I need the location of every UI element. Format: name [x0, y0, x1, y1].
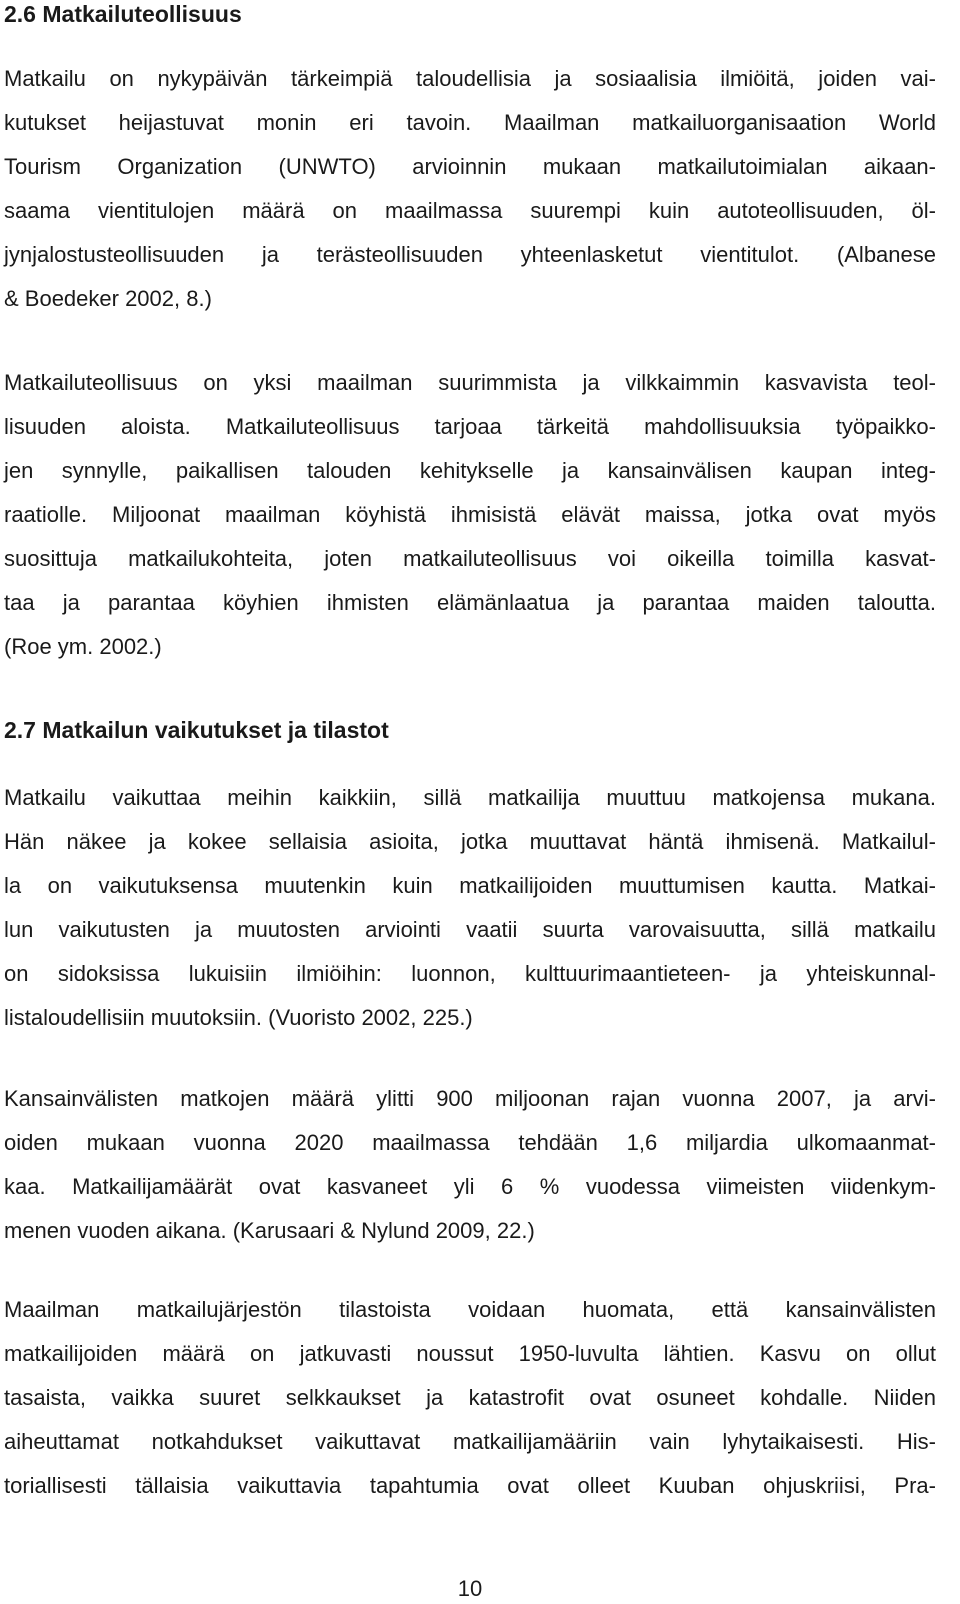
text-line: taa ja parantaa köyhien ihmisten elämänlaatua ja parantaa maiden taloutta. — [4, 590, 936, 615]
text-line: saama vientitulojen määrä on maailmassa suurempi kuin autoteollisuuden, öl- — [4, 198, 936, 223]
text-line: lisuuden aloista. Matkailuteollisuus tarjoaa tärkeitä mahdollisuuksia työpaikko- — [4, 414, 936, 439]
text-line: suosittuja matkailukohteita, joten matkailuteollisuus voi oikeilla toimilla kasvat- — [4, 546, 936, 571]
paragraph-tourism-industry — [4, 361, 936, 669]
text-line: tasaista, vaikka suuret selkkaukset ja katastrofit ovat osuneet kohdalle. Niiden — [4, 1385, 936, 1410]
text-line: on sidoksissa lukuisiin ilmiöihin: luonnon, kulttuurimaantieteen- ja yhteiskunnal- — [4, 961, 936, 986]
text-line: menen vuoden aikana. (Karusaari & Nylund 2009, 22.) — [4, 1218, 535, 1243]
text-line: la on vaikutuksensa muutenkin kuin matkailijoiden muuttumisen kautta. Matkai- — [4, 873, 936, 898]
text-line: jynjalostusteollisuuden ja terästeollisuuden yhteenlasketut vientitulot. (Albanese — [4, 242, 936, 267]
text-line: kaa. Matkailijamäärät ovat kasvaneet yli 6 % vuodessa viimeisten viidenkym- — [4, 1174, 936, 1199]
page-number: 10 — [457, 1576, 483, 1601]
text-line: lun vaikutusten ja muutosten arviointi vaatii suurta varovaisuutta, sillä matkailu — [4, 917, 936, 942]
text-line: oiden mukaan vuonna 2020 maailmassa tehdään 1,6 miljardia ulkomaanmat- — [4, 1130, 936, 1155]
text-line: Tourism Organization (UNWTO) arvioinnin mukaan matkailutoimialan aikaan- — [4, 154, 936, 179]
text-line: Kansainvälisten matkojen määrä ylitti 900 miljoonan rajan vuonna 2007, ja arvi- — [4, 1086, 936, 1111]
text-line: Hän näkee ja kokee sellaisia asioita, jotka muuttavat häntä ihmisenä. Matkailul- — [4, 829, 936, 854]
text-line: Matkailu on nykypäivän tärkeimpiä taloudellisia ja sosiaalisia ilmiöitä, joiden vai- — [4, 66, 936, 91]
paragraph-tourism-statistics — [4, 1288, 936, 1508]
paragraph-tourism-effects — [4, 776, 936, 1040]
text-line: kutukset heijastuvat monin eri tavoin. Maailman matkailuorganisaation World — [4, 110, 936, 135]
paragraph-tourism-economics — [4, 57, 936, 321]
text-line: Matkailuteollisuus on yksi maailman suurimmista ja vilkkaimmin kasvavista teol- — [4, 370, 936, 395]
text-line: jen synnylle, paikallisen talouden kehitykselle ja kansainvälisen kaupan integ- — [4, 458, 936, 483]
text-line: (Roe ym. 2002.) — [4, 634, 162, 659]
text-line: listaloudellisiin muutoksiin. (Vuoristo 2002, 225.) — [4, 1005, 473, 1030]
text-line: raatiolle. Miljoonat maailman köyhistä ihmisistä elävät maissa, jotka ovat myös — [4, 502, 936, 527]
text-line: Maailman matkailujärjestön tilastoista voidaan huomata, että kansainvälisten — [4, 1297, 936, 1322]
section-heading-2-6: 2.6 Matkailuteollisuus — [4, 1, 242, 27]
text-line: matkailijoiden määrä on jatkuvasti noussut 1950-luvulta lähtien. Kasvu on ollut — [4, 1341, 936, 1366]
text-line: toriallisesti tällaisia vaikuttavia tapahtumia ovat olleet Kuuban ohjuskriisi, Pra- — [4, 1473, 936, 1498]
text-line: Matkailu vaikuttaa meihin kaikkiin, sillä matkailija muuttuu matkojensa mukana. — [4, 785, 936, 810]
paragraph-international-trips — [4, 1077, 936, 1253]
section-heading-2-7: 2.7 Matkailun vaikutukset ja tilastot — [4, 717, 389, 743]
text-line: & Boedeker 2002, 8.) — [4, 286, 212, 311]
text-line: aiheuttamat notkahdukset vaikuttavat matkailijamääriin vain lyhytaikaisesti. His- — [4, 1429, 936, 1454]
